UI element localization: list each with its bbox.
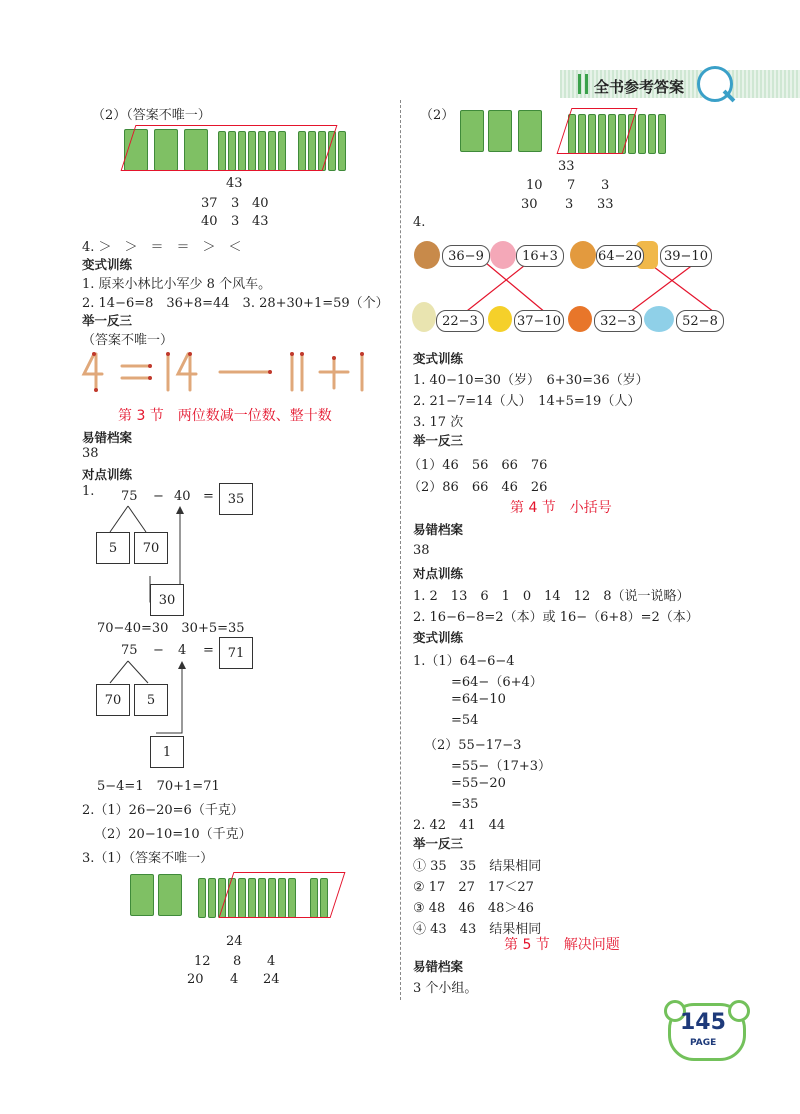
stick-bundles-image-3 [456,106,676,156]
header-title: 全书参考答案 [594,78,685,96]
left-line-6: 2. 14−6=8 36+8=44 3. 28+30+1=59（个） [82,296,389,311]
left-line-9: 2.（1）26−20=6（千克） [82,803,244,818]
eqB-sub-result-box: 1 [150,736,184,768]
eqB-a: 75 [121,643,138,658]
right-calc-2c: 3 [601,178,610,193]
heading-variant-training: 变式训练 [82,257,133,272]
left-calc-5a: 12 [194,954,211,969]
right-line-24: ③ 48 46 48＞46 [413,901,534,916]
column-divider [400,100,401,1000]
left-line-7: （答案不唯一） [82,333,174,348]
eqA-eq: = [203,489,214,504]
eqA-result-box: 35 [219,483,253,515]
eqA-split-box-1: 5 [96,532,130,564]
page-label: PAGE [690,1038,717,1048]
left-line-5: 1. 原来小林比小军少 8 个风车。 [82,277,272,292]
right-q4-number: 4. [413,215,426,230]
animal-elephant-icon [644,306,674,332]
heading-targeted-training: 对点训练 [82,467,133,482]
right-line-21: 2. 42 41 44 [413,818,506,833]
right-heading-variant: 变式训练 [413,351,464,366]
right-line-25: ④ 43 43 结果相同 [413,922,542,937]
match-tag-1: 36−9 [442,245,490,267]
left-line-11: 3.（1）（答案不唯一） [82,851,214,866]
match-tag-2: 16+3 [516,245,564,267]
left-calc-3a: 40 [201,214,218,229]
right-line-17: （2）55−17−3 [424,738,522,753]
right-line-8: （1）46 56 66 76 [408,458,548,473]
right-line-26: 3 个小组。 [413,981,478,996]
left-calc-1: 43 [226,176,243,191]
left-calc-2c: 40 [252,196,269,211]
left-calc-6a: 20 [187,972,204,987]
left-calc-5b: 8 [233,954,242,969]
left-calc-3c: 43 [252,214,269,229]
eqB-split-box-1: 70 [96,684,130,716]
section-4-title: 第 4 节 小括号 [510,500,612,516]
eqA-split-box-2: 70 [134,532,168,564]
heading-error-file: 易错档案 [82,430,133,445]
match-tag-3: 64−20 [596,245,644,267]
stick-bundles-image-2 [126,870,356,920]
section-5-title: 第 5 节 解决问题 [504,937,620,953]
right-heading-extension-2: 举一反三 [413,836,464,851]
animal-monkey-icon [570,241,596,269]
question-1-number: 1. [82,484,95,499]
eqA-a: 75 [121,489,138,504]
right-line-19: =55−20 [451,776,506,791]
match-tag-5: 22−3 [436,310,484,332]
right-line-5: 1. 40−10=30（岁） 6+30=36（岁） [413,373,649,388]
matchstick-equation-image [80,350,380,394]
animal-cat-icon [568,306,592,332]
right-heading-variant-2: 变式训练 [413,630,464,645]
right-line-14: =64−（6+4） [451,675,543,690]
eqA-b: 40 [174,489,191,504]
right-line-9: （2）86 66 46 26 [408,480,548,495]
left-line-1: （2）（答案不唯一） [92,108,211,123]
section-3-title: 第 3 节 两位数减一位数、整十数 [118,408,332,424]
right-heading-error-file-2: 易错档案 [413,959,464,974]
page-number: 145 [680,1010,726,1035]
left-line-4: 4. ＞ ＞ ＝ ＝ ＞ ＜ [82,240,242,255]
left-calc-5c: 4 [267,954,276,969]
right-line-18: =55−（17+3） [451,759,552,774]
eqB-split-box-2: 5 [134,684,168,716]
eqB-result-box: 71 [219,637,253,669]
right-calc-2b: 7 [567,178,576,193]
left-calc-6c: 24 [263,972,280,987]
right-calc-3b: 3 [565,197,574,212]
animal-chick-icon [488,306,512,332]
left-calc-6b: 4 [230,972,239,987]
animal-pig-icon [490,241,516,269]
right-line-12: 2. 16−6−8=2（本）或 16−（6+8）=2（本） [413,610,699,625]
match-tag-4: 39−10 [660,245,712,267]
right-line-22: ① 35 35 结果相同 [413,859,542,874]
left-line-8: 38 [82,446,99,461]
eqB-note: 5−4=1 70+1=71 [97,779,220,794]
stick-bundles-image-1 [118,123,358,173]
right-calc-2a: 10 [526,178,543,193]
right-line-20: =35 [451,797,479,812]
right-line-11: 1. 2 13 6 1 0 14 12 8（说一说略） [413,589,690,604]
right-line-16: =54 [451,713,479,728]
left-calc-2a: 37 [201,196,218,211]
right-line-10: 38 [413,543,430,558]
right-calc-3c: 33 [597,197,614,212]
eqB-eq: = [203,643,214,658]
animal-dog-icon [414,241,440,269]
right-calc-1: 33 [558,159,575,174]
left-line-10: （2）20−10=10（千克） [94,827,252,842]
left-calc-2b: 3 [231,196,240,211]
right-line-7: 3. 17 次 [413,415,464,430]
header-bars-icon-2 [585,74,588,94]
right-heading-extension: 举一反三 [413,433,464,448]
heading-extension: 举一反三 [82,313,133,328]
animal-rabbit-icon [412,302,436,332]
match-tag-7: 32−3 [594,310,642,332]
right-line-13: 1.（1）64−6−4 [413,654,515,669]
right-line-6: 2. 21−7=14（人） 14+5=19（人） [413,394,641,409]
match-tag-6: 37−10 [514,310,564,332]
right-line-23: ② 17 27 17＜27 [413,880,534,895]
right-line-1: （2） [420,108,455,123]
right-heading-targeted: 对点训练 [413,566,464,581]
right-heading-error-file: 易错档案 [413,522,464,537]
right-calc-3a: 30 [521,197,538,212]
left-calc-3b: 3 [231,214,240,229]
eqB-b: 4 [178,643,187,658]
match-tag-8: 52−8 [676,310,724,332]
eqA-note: 70−40=30 30+5=35 [97,621,245,636]
eqA-op: − [153,489,164,504]
eqA-sub-result-box: 30 [150,584,184,616]
header-bars-icon [578,74,581,94]
left-calc-4: 24 [226,934,243,949]
badge-ear-right [728,1000,750,1022]
eqB-op: − [153,643,164,658]
right-line-15: =64−10 [451,692,506,707]
